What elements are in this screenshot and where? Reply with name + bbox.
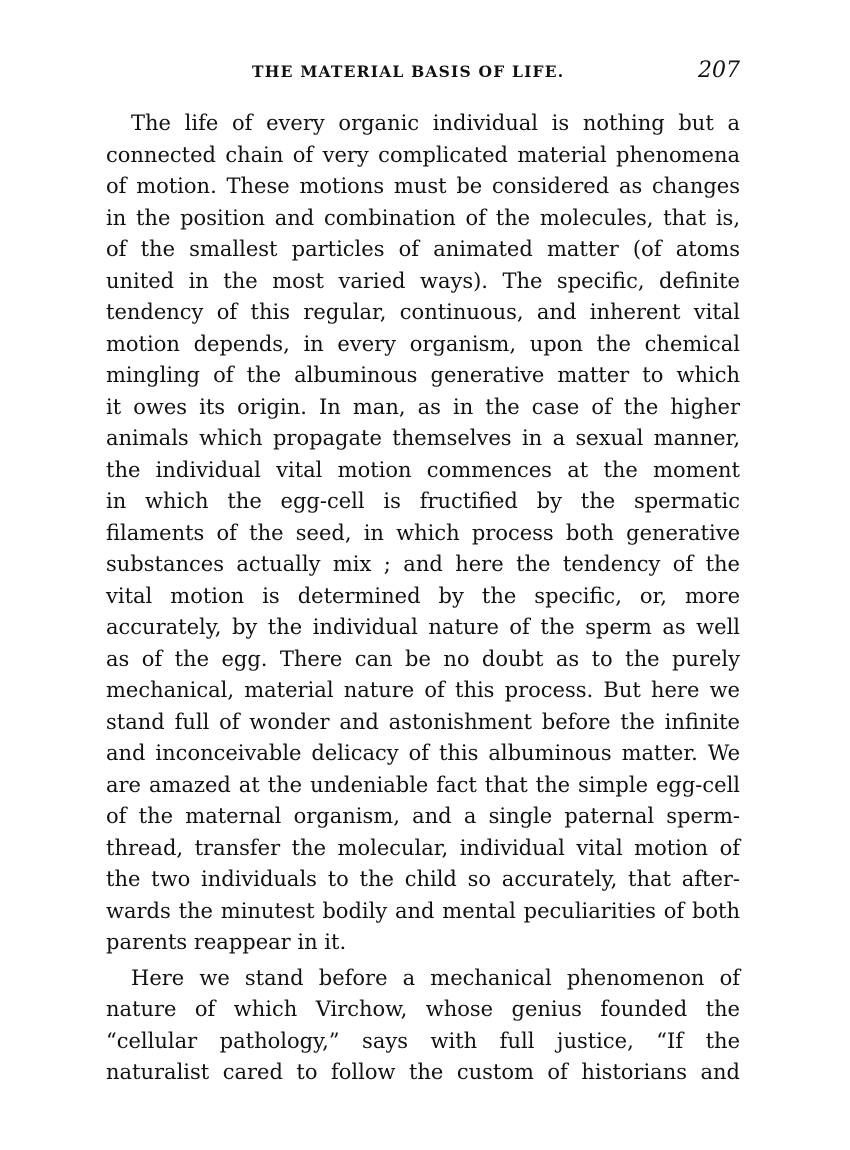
text-line: the individual vital motion commences at the moment	[106, 457, 740, 482]
body-text	[106, 108, 740, 1089]
text-line: wards the minutest bodily and mental peculiarities of both	[106, 898, 740, 923]
text-line: accurately, by the individual nature of the sperm as well	[106, 615, 740, 639]
text-line: animals which propagate themselves in a sexual manner,	[106, 426, 740, 450]
running-head	[106, 58, 740, 88]
text-line: in which the egg-cell is fructified by the spermatic	[106, 489, 740, 513]
text-line: The life of every organic individual is nothing but a	[131, 111, 740, 135]
text-line: mingling of the albuminous generative matter to which	[106, 363, 740, 387]
text-line: the two individuals to the child so accurately, that after-	[106, 867, 740, 891]
text-line: Here we stand before a mechanical phenomenon of	[131, 965, 740, 990]
paragraph-1	[106, 108, 740, 959]
text-line: and inconceivable delicacy of this albuminous matter. We	[106, 741, 740, 765]
running-title: THE MATERIAL BASIS OF LIFE.	[252, 62, 565, 81]
text-line: naturalist cared to follow the custom of historians and	[106, 1060, 740, 1084]
text-line: parents reappear in it.	[106, 930, 347, 954]
text-line: connected chain of very complicated material phenomena	[106, 142, 740, 167]
page-number: 207	[698, 58, 740, 83]
text-line: as of the egg. There can be no doubt as to the purely	[106, 646, 740, 671]
text-line: “cellular pathology,” says with full justice, “If the	[106, 1028, 740, 1053]
text-line: substances actually mix ; and here the tendency of the	[106, 552, 740, 576]
text-line: tendency of this regular, continuous, and inherent vital	[106, 300, 740, 324]
text-line: united in the most varied ways). The specific, definite	[106, 268, 740, 293]
text-line: mechanical, material nature of this process. But here we	[106, 678, 740, 702]
text-line: thread, transfer the molecular, individual vital motion of	[106, 835, 740, 860]
text-line: it owes its origin. In man, as in the case of the higher	[106, 394, 740, 419]
text-line: motion depends, in every organism, upon the chemical	[106, 331, 740, 356]
text-line: of the maternal organism, and a single paternal sperm-	[106, 804, 740, 828]
text-line: filaments of the seed, in which process both generative	[106, 520, 740, 545]
paragraph-2	[106, 963, 740, 1089]
text-line: in the position and combination of the molecules, that is,	[106, 205, 740, 230]
text-line: vital motion is determined by the specific, or, more	[106, 583, 740, 608]
text-line: stand full of wonder and astonishment before the infinite	[106, 709, 740, 734]
text-line: nature of which Virchow, whose genius founded the	[106, 997, 740, 1021]
text-line: of motion. These motions must be considered as changes	[106, 174, 740, 198]
text-line: of the smallest particles of animated matter (of atoms	[106, 237, 740, 261]
text-line: are amazed at the undeniable fact that the simple egg-cell	[106, 772, 740, 797]
